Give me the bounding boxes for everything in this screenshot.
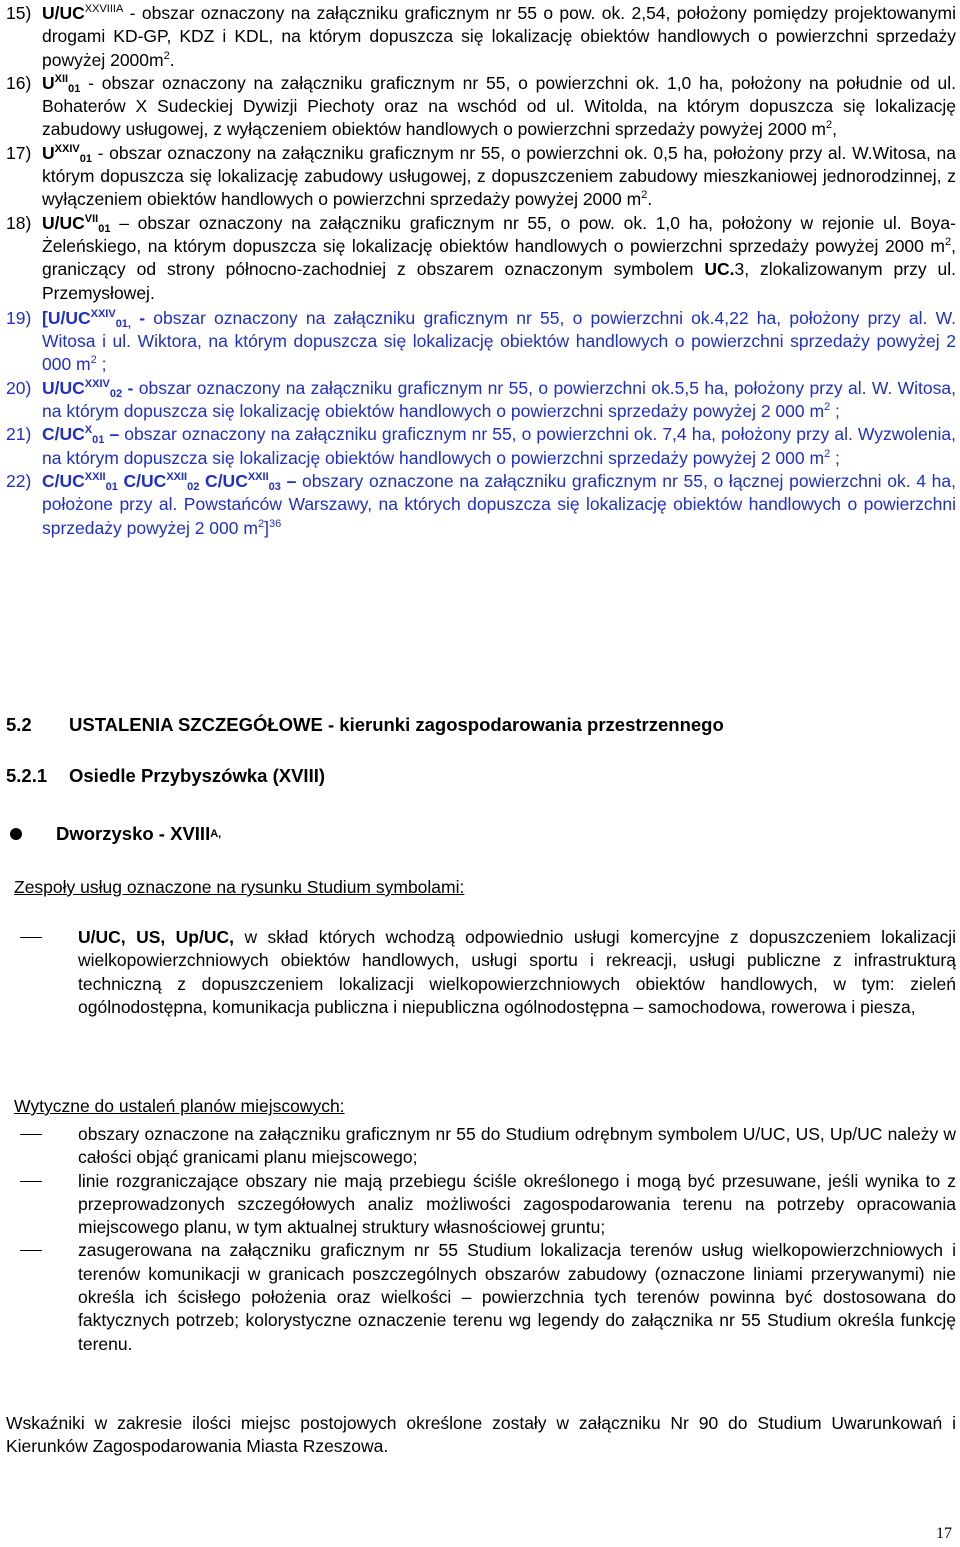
- text-fragment: XXIV: [90, 307, 116, 320]
- list-item: [6, 377, 956, 424]
- text-fragment: - obszar oznaczony na załączniku graficznym nr 55, o powierzchni ok. 0,5 ha, położony przy al. W.Witosa, na którym dopuszcza się lokalizację zabudowy usługowej, z dopuszczeniem zabudowy mieszkaniowej jednorodzinnej, z wyłączeniem obiektów handlowych o powierzchni sprzedaży powyżej 2000 m: [42, 142, 956, 210]
- text-fragment: -: [122, 377, 139, 398]
- text-fragment: , graniczący od strony północno-zachodniej z obszarem oznaczonym symbolem: [42, 235, 956, 280]
- text-fragment: 2: [90, 354, 97, 367]
- text-fragment: 2: [257, 517, 265, 530]
- text-fragment: 03: [268, 480, 281, 493]
- text-fragment: –: [104, 424, 125, 445]
- text-fragment: C/UC: [199, 470, 248, 491]
- text-fragment: 2: [824, 447, 831, 460]
- text-fragment: obszar oznaczony na załączniku graficznym nr 55, o powierzchni ok. 7,4 ha, położony przy al. Wyzwolenia, na którym dopuszcza się lokalizację obiektów handlowych o powierzchni sprzedaży powyżej 2 000 m: [42, 424, 956, 468]
- text-fragment: XXVIIIA: [84, 3, 124, 15]
- text-fragment: X: [84, 424, 93, 437]
- text-fragment: –: [280, 470, 303, 491]
- text-fragment: 02: [109, 387, 123, 400]
- zespoly-symbols: U/UC, US, Up/UC,: [78, 927, 235, 947]
- text-fragment: 01: [68, 82, 81, 95]
- text-fragment: 01: [92, 434, 105, 447]
- item-number: 16): [6, 72, 32, 93]
- dash-icon: [20, 1123, 46, 1170]
- guideline-text: obszary oznaczone na załączniku graficznym nr 55 do Studium odrębnym symbolem U/UC, US, Up/UC należy w całości objąć granicami planu miejscowego;: [78, 1124, 956, 1168]
- item-number: 15): [6, 3, 32, 23]
- text-fragment: obszar oznaczony na załączniku graficznym nr 55, o powierzchni ok.4,22 ha, położony przy al. W. Witosa i ul. Wiktora, na którym dopuszcza się lokalizację obiektów handlowych o powierzchni sprzedaży powyżej 2 000 m: [42, 307, 956, 375]
- text-fragment: .: [647, 189, 653, 210]
- dash-icon: [20, 1170, 46, 1240]
- guideline-text: zasugerowana na załączniku graficznym nr 55 Studium lokalizacja terenów usług wielkopowierzchniowych i terenów komunikacji w granicach poszczególnych obszarów zabudowy (oznaczone liniami przerywanymi) nie określa ich ścisłego położenia oraz wielkości – powierzchnia tych terenów powinna być dostosowana do faktycznych potrzeb; kolorystyczne oznaczenie terenu wg legendy do załącznika nr 55 Studium określa funkcję terenu.: [78, 1240, 956, 1354]
- item-number: 22): [6, 470, 32, 491]
- item-text: [42, 72, 956, 142]
- text-fragment: 2: [826, 119, 833, 132]
- list-item: [20, 926, 956, 1019]
- text-fragment: XXIV: [84, 377, 110, 390]
- area-title: Dworzysko - XVIII A,: [6, 823, 221, 845]
- subsection-number: 5.2.1: [6, 765, 48, 786]
- item-number: 18): [6, 212, 32, 233]
- list-item: [6, 142, 956, 212]
- text-fragment: ]: [264, 517, 269, 538]
- list-item: [6, 212, 956, 305]
- list-item: [20, 1170, 956, 1240]
- list-item: [6, 423, 956, 470]
- text-fragment: 36: [268, 517, 282, 530]
- text-fragment: ,: [832, 119, 838, 140]
- text-fragment: U/UC: [42, 3, 85, 23]
- item-text: [42, 423, 956, 470]
- wytyczne-title: Wytyczne do ustaleń planów miejscowych:: [14, 1096, 345, 1116]
- text-fragment: [U/UC: [42, 307, 91, 328]
- text-fragment: .: [169, 49, 175, 70]
- section-title: USTALENIA SZCZEGÓŁOWE - kierunki zagospodarowania przestrzennego: [69, 714, 724, 735]
- text-fragment: 01: [98, 222, 111, 235]
- guideline-text: linie rozgraniczające obszary nie mają przebiegu ściśle określonego i mogą być przesuwane, jeśli wynika to z przeprowadzonych szczegółowych analiz możliwości zagospodarowania terenu na potrzeby opracowania miejscowego planu, w tym aktualnej struktury własnościowej gruntu;: [78, 1170, 956, 1238]
- text-fragment: – obszar oznaczony na załączniku graficznym nr 55, o pow. ok. 1,0 ha, położony w rejonie ul. Boya-Żeleńskiego, na którym dopuszcza się lokalizację obiektów handlowych o powierzchni sprzedaży powyżej 2000 m: [42, 212, 956, 256]
- bullet-dot-icon: [10, 828, 22, 840]
- text-fragment: XXII: [247, 470, 269, 483]
- list-item: [6, 72, 956, 142]
- wskazniki-paragraph: Wskaźniki w zakresie ilości miejsc postojowych określone zostały w załączniku Nr 90 do Studium Uwarunkowań i Kierunków Zagospodarowania Miasta Rzeszowa.: [6, 1413, 956, 1457]
- subsection-title: Osiedle Przybyszówka (XVIII): [69, 765, 326, 786]
- list-item: [6, 2, 956, 72]
- text-fragment: U: [42, 72, 55, 93]
- text-fragment: XXII: [166, 470, 188, 483]
- text-fragment: obszary oznaczone na załączniku graficznym nr 55, o łącznej powierzchni ok. 4 ha, położone przy al. Powstańców Warszawy, na których dopuszcza się lokalizację obiektów handlowych o powierzchni sprzedaży powyżej 2 000 m: [42, 470, 957, 538]
- text-fragment: XXIV: [54, 142, 80, 155]
- text-fragment: 2: [163, 49, 170, 62]
- text-fragment: C/UC: [42, 470, 85, 491]
- wytyczne-list: [20, 1123, 956, 1356]
- numbered-list: [6, 0, 956, 540]
- text-fragment: C/UC: [117, 470, 167, 491]
- text-fragment: ;: [830, 447, 840, 468]
- text-fragment: - obszar oznaczony na załączniku graficznym nr 55 o pow. ok. 2,54, położony pomiędzy projektowanymi drogami KD-GP, KDZ i KDL, na którym dopuszcza się lokalizację obiektów handlowych o powierzchni sprzedaży powyżej 2000m: [42, 3, 956, 70]
- dash-icon: [20, 1239, 46, 1355]
- item-text: [42, 307, 956, 377]
- zespoly-list: [20, 926, 956, 1019]
- text-fragment: ;: [830, 401, 840, 422]
- text-fragment: 2: [824, 401, 831, 414]
- text-fragment: 01: [79, 152, 92, 165]
- text-fragment: U/UC: [42, 377, 85, 398]
- text-fragment: 3, zlokalizowanym przy ul. Przemysłowej.: [42, 259, 956, 303]
- text-fragment: - obszar oznaczony na załączniku graficznym nr 55, o powierzchni ok. 1,0 ha, położony na południe od ul. Bohaterów X Sudeckiej Dywizji Piechoty oraz na wschód od ul. Witolda, na którym dopuszcza się lokalizację zabudowy usługowej, z wyłączeniem obiektów handlowych o powierzchni sprzedaży powyżej 2000 m: [42, 72, 956, 140]
- section-heading: [6, 714, 724, 736]
- text-fragment: 02: [187, 480, 200, 493]
- dash-icon: [20, 926, 46, 1019]
- item-number: 17): [6, 142, 32, 163]
- subsection-heading: [6, 765, 325, 787]
- zespoly-description: w skład których wchodzą odpowiednio usługi komercyjne z dopuszczeniem lokalizacji wielkopowierzchniowych obiektów handlowych, usługi sportu i rekreacji, usługi publiczne z infrastrukturą techniczną z dopuszczeniem lokalizacji wielkopowierzchniowych obiektów handlowych, w tym: zieleń ogólnodostępna, komunikacja publiczna i niepubliczna ogólnodostępna – samochodowa, rowerowa i piesza,: [78, 927, 956, 1017]
- text-fragment: U: [42, 142, 55, 163]
- text-fragment: obszar oznaczony na załączniku graficznym nr 55, o powierzchni ok.5,5 ha, położony przy al. W. Witosa, na którym dopuszcza się lokalizację obiektów handlowych o powierzchni sprzedaży powyżej 2 000 m: [42, 377, 956, 422]
- item-text: [42, 377, 956, 424]
- area-title-text: Dworzysko - XVIII: [56, 823, 211, 844]
- item-text: [42, 2, 956, 72]
- text-fragment: -: [130, 307, 154, 328]
- item-number: 19): [6, 307, 32, 328]
- text-fragment: UC.: [704, 259, 735, 280]
- list-item: [6, 470, 956, 540]
- text-fragment: VII: [84, 212, 99, 225]
- text-fragment: XXII: [84, 470, 106, 483]
- item-text: [42, 212, 956, 305]
- section-number: 5.2: [6, 714, 32, 735]
- list-item: [6, 307, 956, 377]
- item-number: 20): [6, 377, 32, 398]
- text-fragment: U/UC: [42, 212, 85, 233]
- text-fragment: ;: [96, 354, 107, 375]
- text-fragment: 01: [105, 480, 118, 493]
- zespoly-title: Zespoły usług oznaczone na rysunku Studium symbolami:: [14, 877, 465, 897]
- page-number: 17: [936, 1525, 952, 1542]
- text-fragment: C/UC: [42, 424, 85, 445]
- item-text: [42, 142, 956, 212]
- text-fragment: 2: [945, 235, 952, 248]
- item-number: 21): [6, 424, 32, 445]
- list-item: [20, 1123, 956, 1170]
- item-text: [42, 470, 956, 540]
- text-fragment: XII: [54, 72, 69, 85]
- text-fragment: 01,: [115, 317, 131, 330]
- text-fragment: 2: [641, 189, 648, 202]
- list-item: [20, 1239, 956, 1355]
